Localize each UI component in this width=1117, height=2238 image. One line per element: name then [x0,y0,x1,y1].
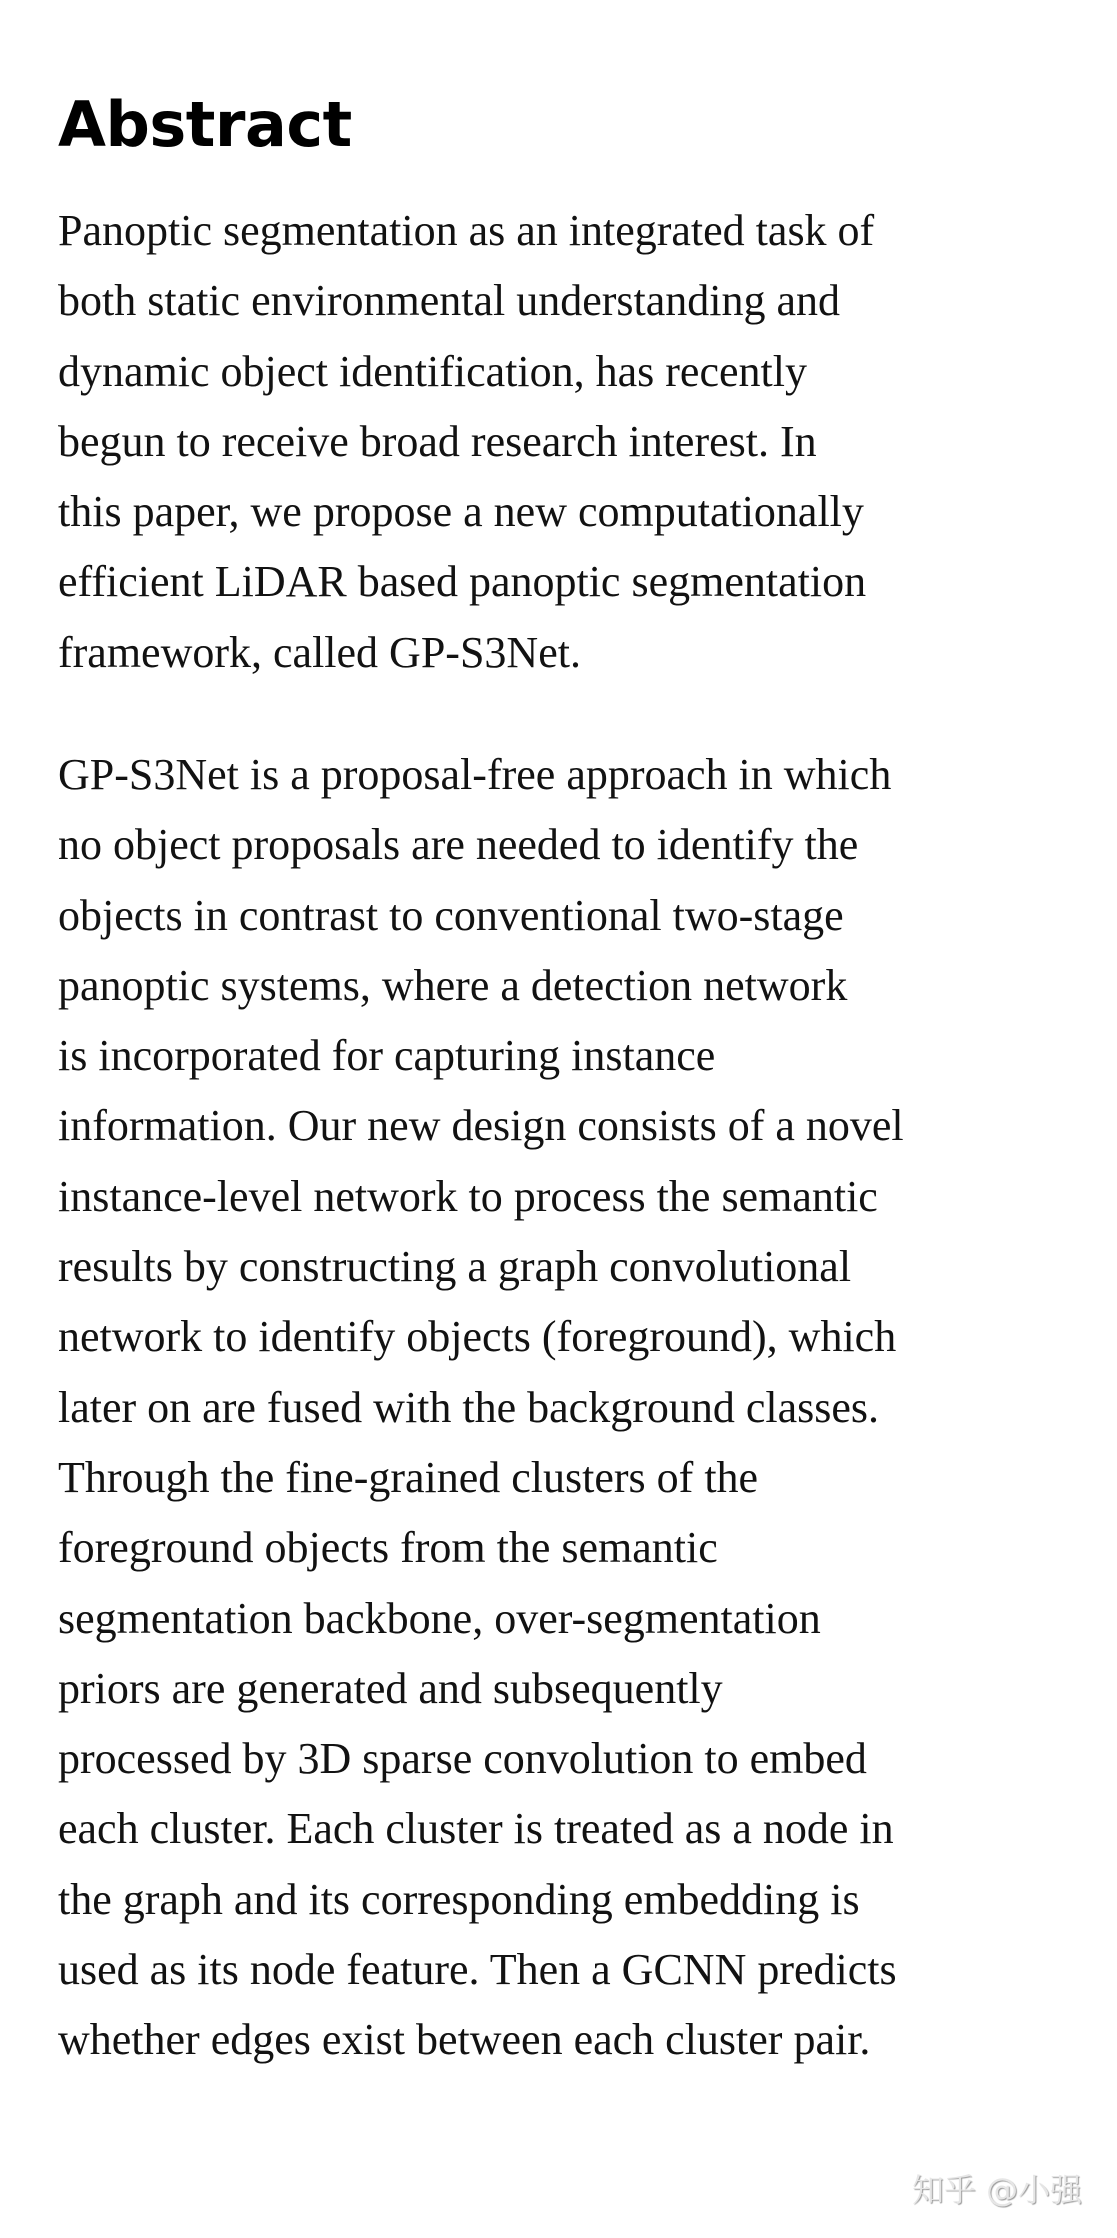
text-line: this paper, we propose a new computationally [58,487,864,537]
text-line: network to identify objects (foreground), which [58,1312,897,1362]
text-line: no object proposals are needed to identify the [58,820,859,870]
text-line: foreground objects from the semantic [58,1523,718,1573]
abstract-heading: Abstract [58,88,352,161]
abstract-paragraph-1 [58,196,874,688]
text-line: later on are fused with the background classes. [58,1382,880,1432]
text-line: Panoptic segmentation as an integrated task of [58,206,875,255]
abstract-paragraph-2 [58,740,904,2076]
text-line: priors are generated and subsequently [58,1663,723,1713]
zhihu-watermark: 知乎 @小强 [912,2171,1083,2209]
text-line: objects in contrast to conventional two-stage [58,890,844,940]
text-line: efficient LiDAR based panoptic segmentation [58,557,867,607]
text-line: both static environmental understanding and [58,276,841,326]
text-line: the graph and its corresponding embedding is [58,1874,860,1924]
text-line: whether edges exist between each cluster pair. [58,2015,871,2065]
text-line: results by constructing a graph convolutional [58,1242,852,1292]
text-line: panoptic systems, where a detection network [58,960,848,1010]
text-line: processed by 3D sparse convolution to embed [58,1734,867,1784]
text-line: instance-level network to process the semantic [58,1171,878,1221]
text-line: information. Our new design consists of a novel [58,1101,904,1151]
text-line: Through the fine-grained clusters of the [58,1452,759,1502]
text-line: GP-S3Net is a proposal-free approach in which [58,750,892,799]
text-line: segmentation backbone, over-segmentation [58,1593,821,1643]
text-line: is incorporated for capturing instance [58,1031,716,1081]
text-line: used as its node feature. Then a GCNN predicts [58,1945,897,1995]
text-line: each cluster. Each cluster is treated as a node in [58,1804,894,1854]
text-line: dynamic object identification, has recently [58,346,807,396]
text-line: begun to receive broad research interest. In [58,416,817,466]
text-line: framework, called GP-S3Net. [58,627,581,677]
